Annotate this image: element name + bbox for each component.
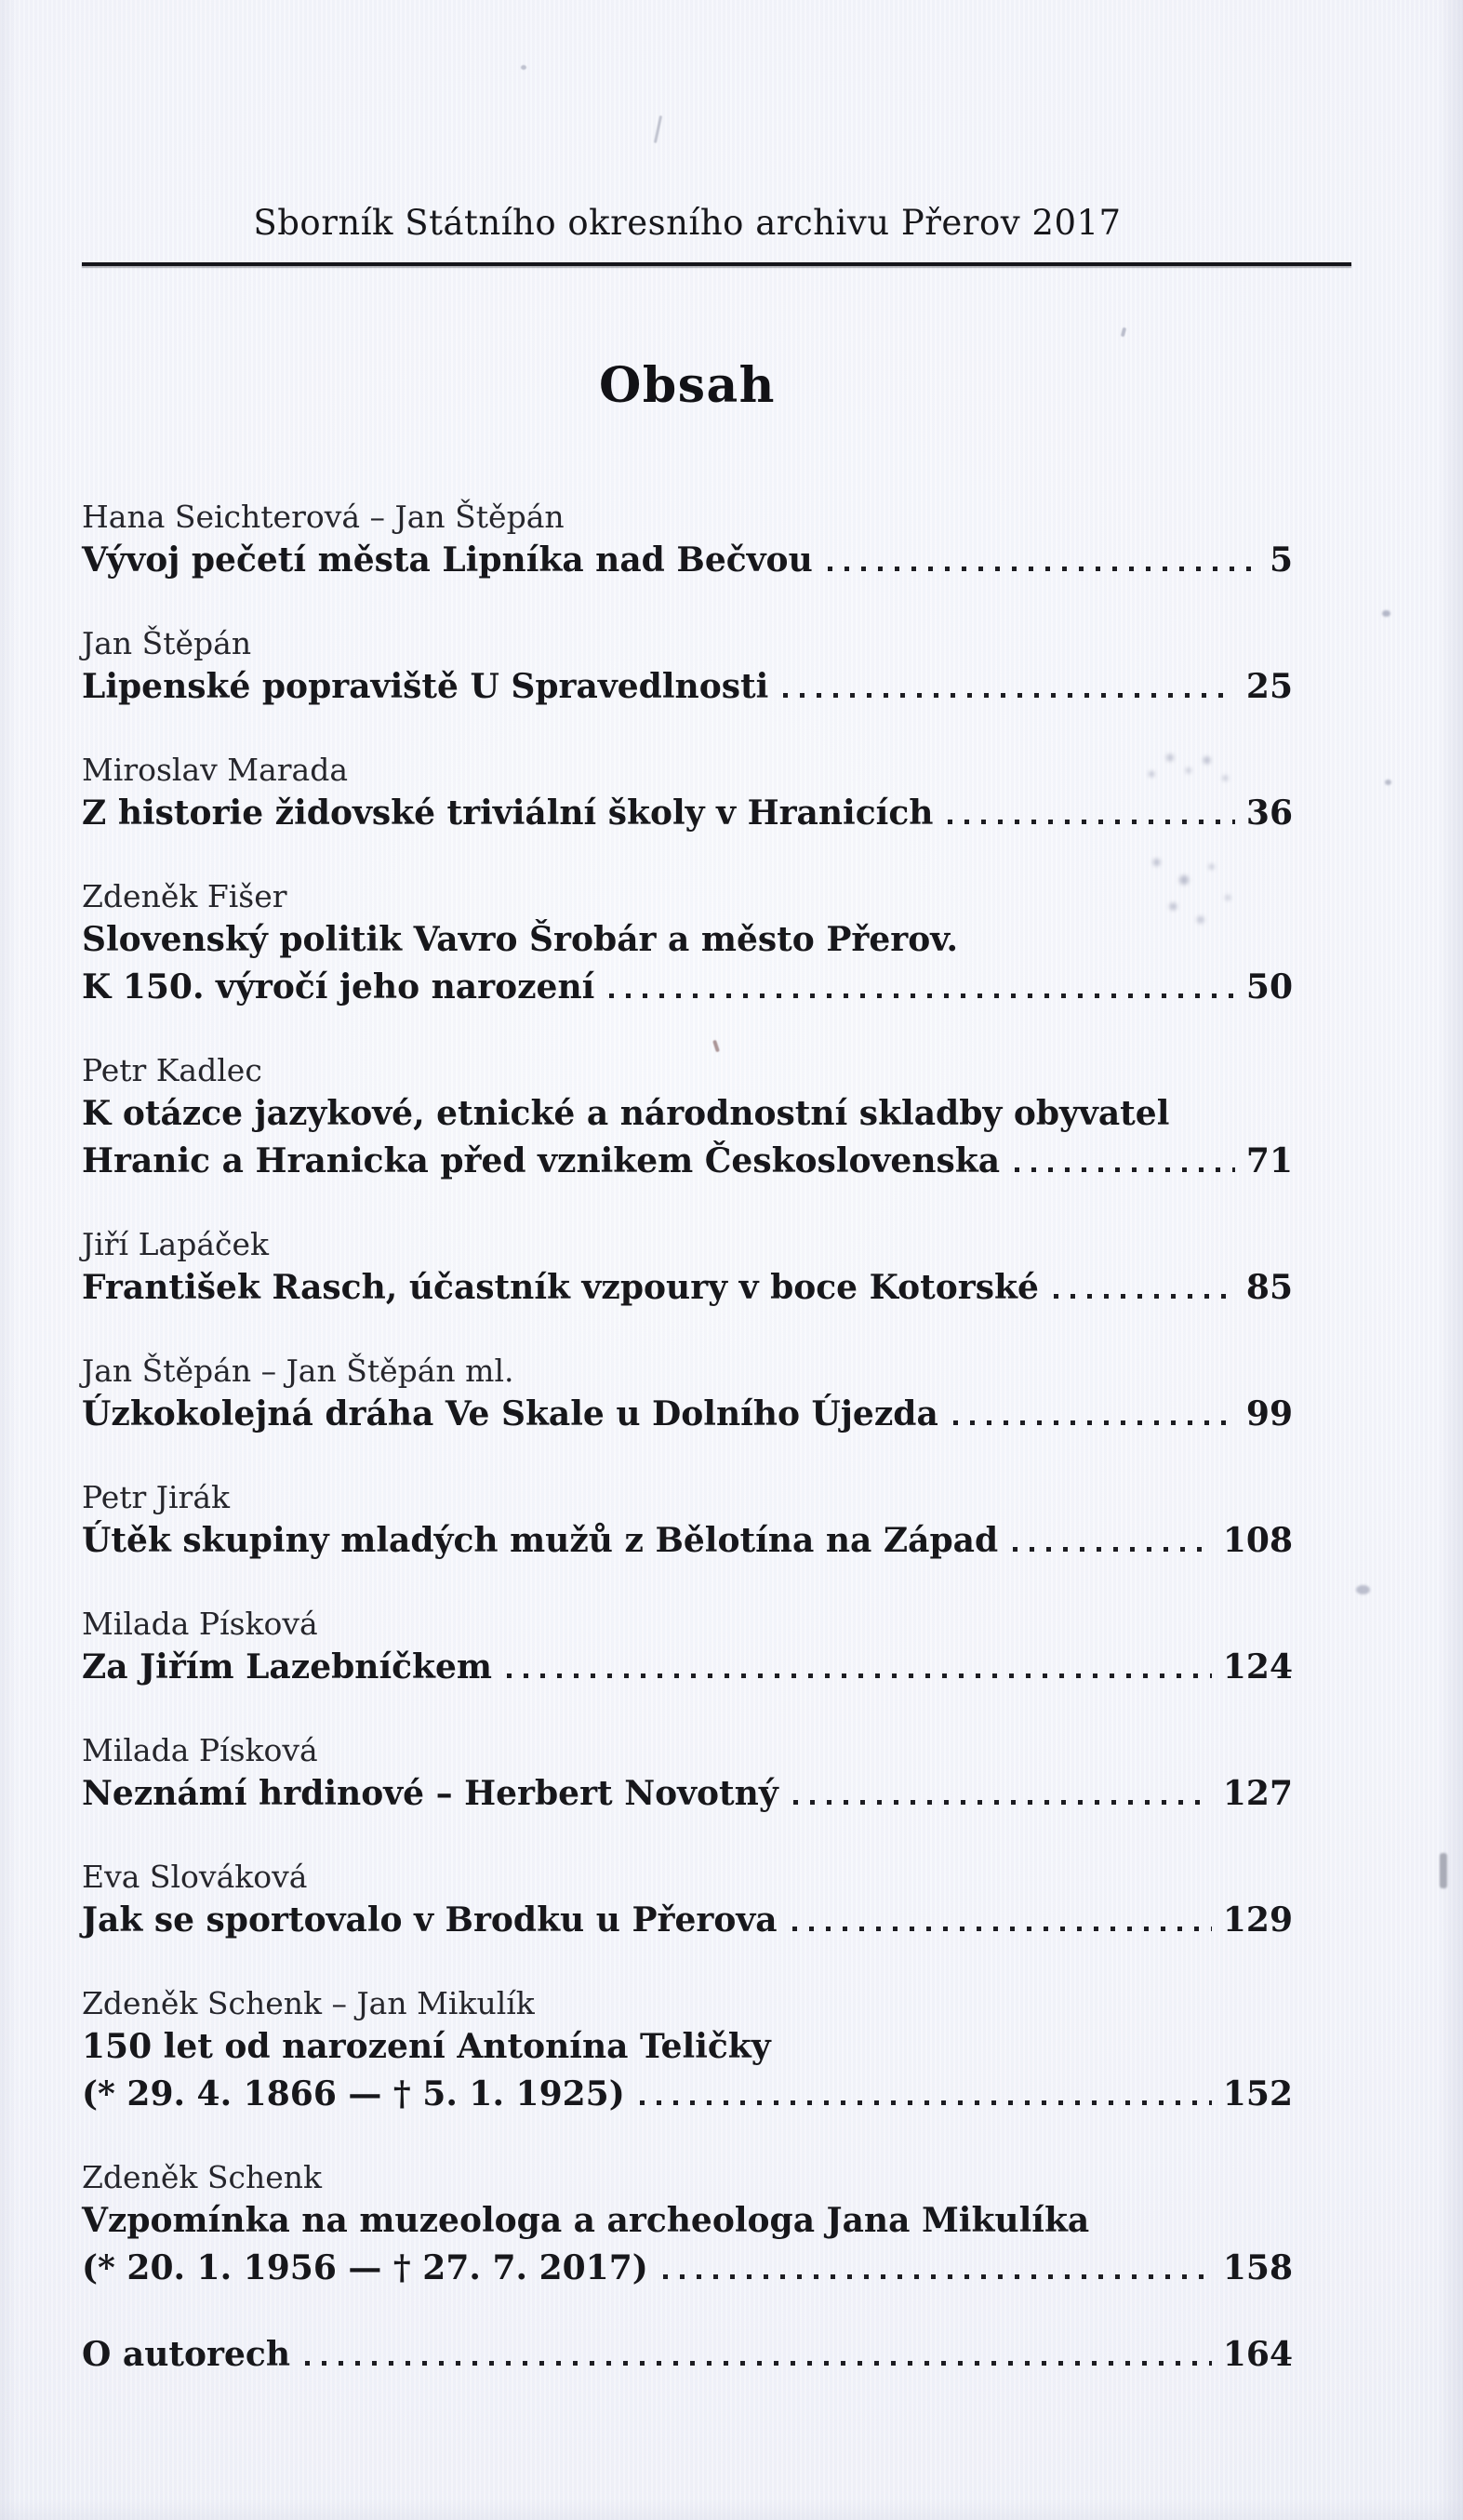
entry-title: Vývoj pečetí města Lipníka nad Bečvou (82, 540, 813, 580)
entry-page-number: 152 (1222, 2074, 1293, 2113)
entry-authors: Zdeněk Fišer (82, 878, 287, 914)
entry-title: (* 29. 4. 1866 — † 5. 1. 1925) (82, 2074, 625, 2113)
entry-title-row (82, 1264, 1293, 1312)
toc-entry (82, 497, 1293, 584)
entry-authors: Petr Kadlec (82, 1052, 262, 1088)
entry-title-row (82, 1897, 1293, 1944)
entry-title-row (82, 2245, 1293, 2292)
entry-title-row (82, 790, 1293, 837)
dot-leader (792, 1927, 1212, 1931)
entry-title: František Rasch, účastník vzpoury v boce Kotorské (82, 1268, 1039, 1307)
entry-page-number: 36 (1245, 793, 1293, 833)
entry-title-row (82, 1644, 1293, 1691)
toc-entry (82, 1604, 1293, 1691)
entry-page-number: 108 (1222, 1521, 1293, 1560)
entry-page-number: 158 (1222, 2248, 1293, 2287)
entry-title-row (82, 1391, 1293, 1438)
toc-entry (82, 2331, 1293, 2379)
dot-leader (953, 1420, 1235, 1425)
page-title: Obsah (599, 357, 776, 414)
scan-edge-mark (1440, 1853, 1447, 1888)
dot-leader (783, 693, 1235, 698)
toc-list (82, 497, 1293, 2379)
entry-title-line: Slovenský politik Vavro Šrobár a město Přerov. (82, 920, 959, 959)
entry-page-number: 124 (1222, 1647, 1293, 1687)
entry-title: Hranic a Hranicka před vznikem Československa (82, 1141, 1001, 1180)
toc-entry (82, 876, 1293, 1011)
entry-authors: Eva Slováková (82, 1859, 308, 1895)
entry-page-number: 85 (1245, 1268, 1293, 1307)
entry-page-number: 129 (1222, 1900, 1293, 1940)
toc-entry (82, 750, 1293, 837)
scan-speck (1382, 610, 1390, 617)
entry-title: Jak se sportovalo v Brodku u Přerova (82, 1900, 778, 1940)
entry-title-row (82, 1770, 1293, 1818)
entry-title: Úzkokolejná dráha Ve Skale u Dolního Újezda (82, 1394, 938, 1433)
toc-entry (82, 1983, 1293, 2118)
entry-title-row (82, 964, 1293, 1011)
entry-title-row (82, 2071, 1293, 2118)
entry-title-line: 150 let od narození Antonína Teličky (82, 2027, 771, 2066)
dot-leader (663, 2274, 1212, 2279)
dot-leader (1054, 1294, 1235, 1299)
dot-leader (793, 1800, 1212, 1805)
entry-title: (* 20. 1. 1956 — † 27. 7. 2017) (82, 2248, 648, 2287)
entry-title: O autorech (82, 2335, 290, 2374)
toc-entry (82, 1351, 1293, 1438)
entry-title: Za Jiřím Lazebníčkem (82, 1647, 492, 1687)
entry-authors: Jan Štěpán (82, 625, 252, 661)
dot-leader (640, 2100, 1212, 2105)
entry-title: Neznámí hrdinové – Herbert Novotný (82, 1774, 778, 1813)
entry-title-row (82, 663, 1293, 711)
entry-authors: Petr Jirák (82, 1479, 231, 1515)
entry-authors: Milada Písková (82, 1732, 318, 1768)
scan-speck (1356, 1585, 1370, 1594)
entry-title: K 150. výročí jeho narození (82, 967, 595, 1007)
toc-entry (82, 1224, 1293, 1312)
toc-entry (82, 1730, 1293, 1818)
dot-leader (507, 1673, 1212, 1678)
entry-title-row (82, 1138, 1293, 1185)
toc-entry (82, 1050, 1293, 1185)
entry-authors: Jan Štěpán – Jan Štěpán ml. (82, 1353, 514, 1389)
dot-leader (948, 820, 1234, 824)
entry-page-number: 99 (1245, 1394, 1293, 1433)
entry-authors: Jiří Lapáček (82, 1226, 269, 1262)
entry-title: Útěk skupiny mladých mužů z Bělotína na Západ (82, 1521, 999, 1560)
entry-title: Lipenské popraviště U Spravedlnosti (82, 667, 769, 706)
dot-leader (828, 567, 1258, 571)
dot-leader (1013, 1547, 1212, 1552)
header-rule (82, 262, 1351, 266)
entry-title-line: K otázce jazykové, etnické a národnostní skladby obyvatel (82, 1094, 1170, 1133)
entry-title-row (82, 1517, 1293, 1565)
dot-leader (1015, 1167, 1235, 1172)
entry-page-number: 5 (1269, 540, 1293, 580)
toc-entry (82, 2157, 1293, 2292)
running-head: Sborník Státního okresního archivu Přerov 2017 (253, 203, 1122, 243)
toc-entry (82, 623, 1293, 711)
dot-leader (609, 993, 1235, 998)
entry-page-number: 71 (1245, 1141, 1293, 1180)
scan-speck (1385, 780, 1391, 785)
page-content (82, 0, 1293, 2418)
entry-page-number: 127 (1222, 1774, 1293, 1813)
entry-title-line: Vzpomínka na muzeologa a archeologa Jana Mikulíka (82, 2201, 1090, 2240)
entry-page-number: 164 (1222, 2335, 1293, 2374)
entry-page-number: 25 (1245, 667, 1293, 706)
entry-authors: Zdeněk Schenk (82, 2159, 322, 2195)
entry-title-row (82, 537, 1293, 584)
entry-page-number: 50 (1245, 967, 1293, 1007)
entry-title: Z historie židovské triviální školy v Hranicích (82, 793, 934, 833)
toc-entry (82, 1477, 1293, 1565)
toc-entry (82, 1857, 1293, 1944)
dot-leader (305, 2361, 1212, 2366)
entry-authors: Hana Seichterová – Jan Štěpán (82, 499, 565, 535)
entry-title-row (82, 2331, 1293, 2379)
entry-authors: Miroslav Marada (82, 752, 348, 788)
entry-authors: Milada Písková (82, 1606, 318, 1642)
entry-authors: Zdeněk Schenk – Jan Mikulík (82, 1985, 535, 2021)
